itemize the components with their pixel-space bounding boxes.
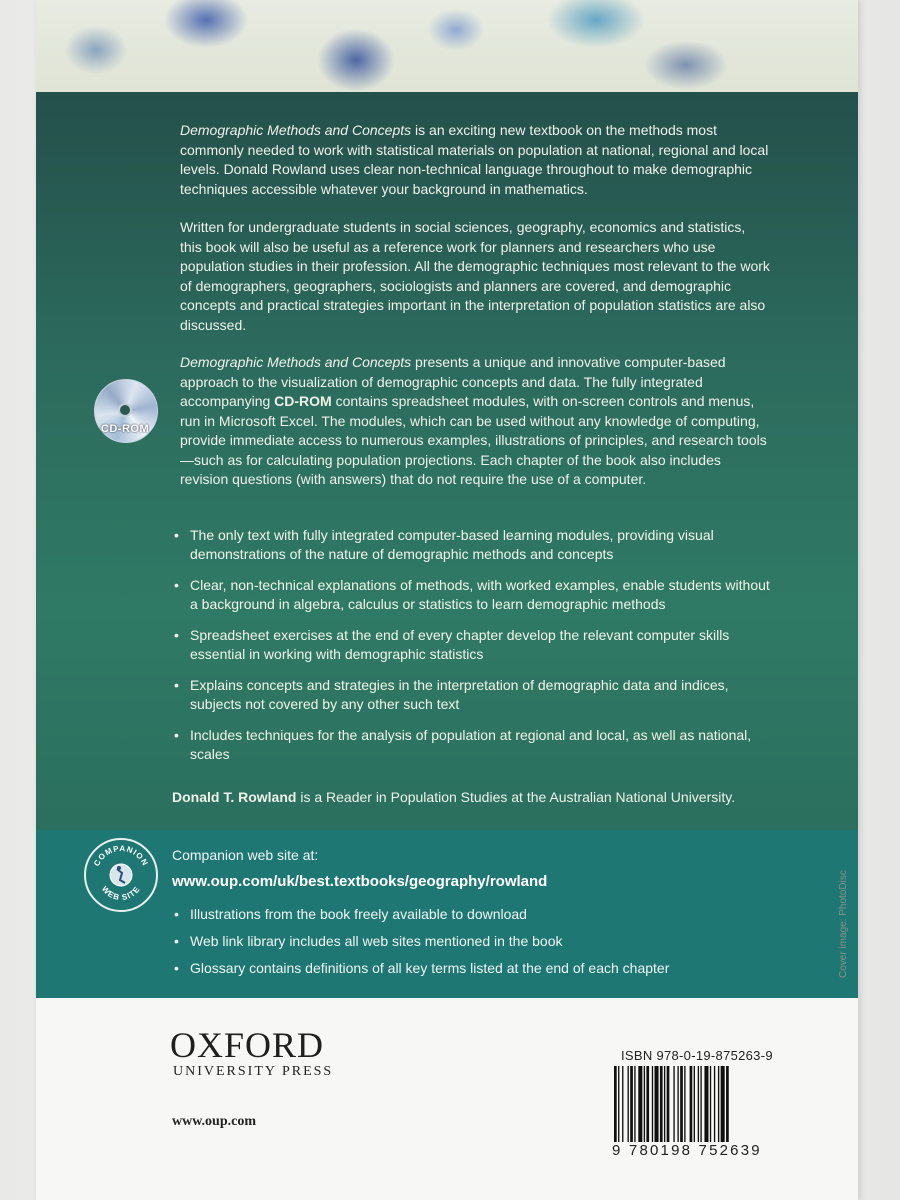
book-title-italic: Demographic Methods and Concepts (180, 122, 412, 138)
cd-rom-paragraph (180, 353, 770, 490)
cover-photo-strip (36, 0, 858, 92)
barcode-bar (652, 1066, 653, 1142)
barcode-bar (630, 1066, 633, 1142)
intro-paragraph-text: is an exciting new textbook on the methods most commonly needed to work with statistical materials on population at national, regional and local levels. Donald Rowland uses clear non-technical language throughout to make demographic techniques accessible whatever your background in mathematics. (180, 122, 769, 197)
bullet-icon: • (174, 677, 179, 693)
barcode-bar (646, 1066, 649, 1142)
cd-rom-paragraph-text-a: presents a unique and innovative computer-based approach to the visualization of demographic concepts and data. The fully integrated accompanying (180, 354, 726, 409)
barcode-bar (710, 1066, 711, 1142)
barcode-bar (628, 1066, 629, 1142)
companion-intro: Companion web site at: (172, 847, 319, 863)
list-item (172, 676, 772, 714)
barcode-bar (622, 1066, 623, 1142)
barcode-bar (700, 1066, 701, 1142)
bullet-icon: • (174, 727, 179, 743)
bullet-icon: • (174, 527, 179, 543)
barcode-bar (690, 1066, 693, 1142)
barcode-bar (638, 1066, 642, 1142)
barcode-bar (714, 1066, 715, 1142)
list-item (172, 576, 772, 614)
bullet-icon: • (174, 577, 179, 593)
bullet-icon: • (174, 933, 179, 949)
list-item (172, 905, 792, 924)
barcode-bar (644, 1066, 645, 1142)
book-title-italic-2: Demographic Methods and Concepts (180, 354, 412, 370)
intro-paragraph (180, 121, 770, 199)
barcode-bar (677, 1066, 678, 1142)
companion-badge-graphic (86, 840, 156, 910)
publisher-logo: OXFORD (170, 1025, 325, 1065)
feature-text: Clear, non-technical explanations of methods, with worked examples, enable students without a background in algebra, calculus or statistics to learn demographic methods (190, 577, 770, 612)
cd-rom-label: CD-ROM (100, 423, 150, 435)
cd-hole (118, 403, 132, 417)
isbn-label: ISBN 978-0-19-875263-9 (621, 1048, 773, 1063)
barcode-bar (618, 1066, 619, 1142)
publisher-subtitle: UNIVERSITY PRESS (173, 1064, 334, 1079)
barcode-bar (634, 1066, 635, 1142)
bullet-icon: • (174, 906, 179, 922)
barcode-bar (664, 1066, 665, 1142)
barcode-bar (694, 1066, 695, 1142)
barcode-bar (660, 1066, 663, 1142)
companion-feature-list (172, 905, 792, 986)
author-bio-text: is a Reader in Population Studies at the Australian National University. (296, 789, 736, 805)
bullet-icon: • (174, 627, 179, 643)
list-item (172, 526, 772, 564)
companion-item-text: Web link library includes all web sites mentioned in the book (190, 933, 563, 949)
barcode-bar (680, 1066, 683, 1142)
feature-text: Explains concepts and strategies in the interpretation of demographic data and indices, subjects not covered by any other such text (190, 677, 729, 712)
list-item (172, 932, 792, 951)
barcode-bar (726, 1066, 729, 1142)
list-item (172, 959, 792, 978)
barcode-bar (667, 1066, 670, 1142)
barcode-digits: 9 780198 752639 (612, 1142, 762, 1159)
badge-text-top: COMPANION (92, 843, 150, 868)
author-bio (172, 789, 792, 805)
cd-rom-bold: CD-ROM (274, 393, 332, 409)
barcode-bar (721, 1066, 725, 1142)
cover-image-credit: Cover image: PhotoDisc (838, 870, 849, 978)
feature-list (172, 526, 772, 776)
barcode-bar (614, 1066, 617, 1142)
feature-text: The only text with fully integrated computer-based learning modules, providing visual demonstrations of the nature of demographic methods and concepts (190, 527, 714, 562)
barcode-bar (698, 1066, 699, 1142)
barcode-bar (718, 1066, 719, 1142)
audience-paragraph: Written for undergraduate students in social sciences, geography, economics and statistics, this book will also be useful as a reference work for planners and researchers who use population studies in their profession. All the demographic techniques most relevant to the work of demographers, geographers, sociologists and planners are covered, and demographic concepts and practical strategies important in the interpretation of population statistics are also discussed. (180, 219, 770, 333)
companion-item-text: Glossary contains definitions of all key terms listed at the end of each chapter (190, 960, 670, 976)
companion-website-badge-icon (84, 838, 158, 912)
barcode-graphic (612, 1066, 786, 1142)
bullet-icon: • (174, 960, 179, 976)
publisher-website: www.oup.com (172, 1114, 257, 1129)
feature-text: Spreadsheet exercises at the end of every chapter develop the relevant computer skills essential in working with demographic statistics (190, 627, 730, 662)
barcode-bar (655, 1066, 659, 1142)
barcode-bar (704, 1066, 708, 1142)
list-item (172, 726, 772, 764)
barcode-bar (673, 1066, 674, 1142)
companion-url: www.oup.com/uk/best.textbooks/geography/rowland (172, 873, 548, 890)
cd-rom-paragraph-text-b: contains spreadsheet modules, with on-screen controls and menus, run in Microsoft Excel. The modules, which can be used without any knowledge of computing, provide immediate access to numerous examples, illustrations of principles, and research tools—such as for calculating population projections. Each chapter of the book also includes revision questions (with answers) that do not require the use of a computer. (180, 393, 767, 487)
companion-item-text: Illustrations from the book freely available to download (190, 906, 527, 922)
author-name: Donald T. Rowland (172, 789, 297, 805)
list-item (172, 626, 772, 664)
feature-text: Includes techniques for the analysis of population at regional and local, as well as national, scales (190, 727, 752, 762)
barcode-bar (684, 1066, 685, 1142)
svg-text:WEB SITE (100, 884, 142, 902)
badge-text-bottom: WEB SITE (99, 884, 143, 903)
